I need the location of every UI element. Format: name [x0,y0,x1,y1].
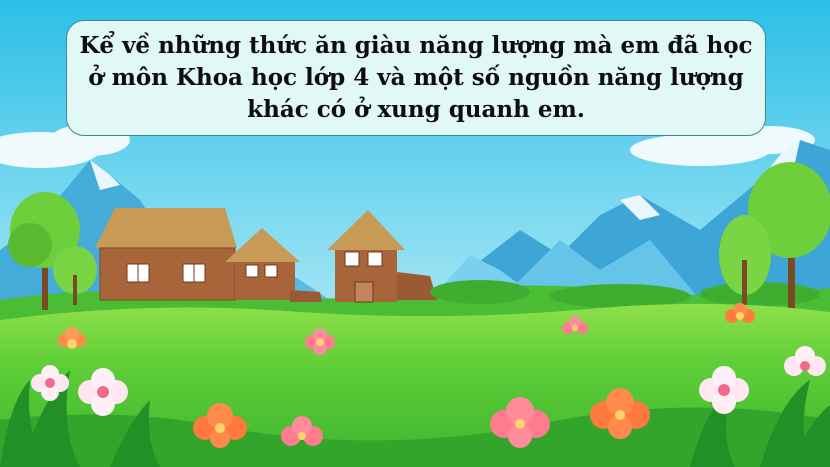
prompt-line-2: ở môn Khoa học lớp 4 và một số nguồn năng lượng [88,64,744,91]
prompt-box [66,20,766,136]
prompt-line-1: Kể về những thức ăn giàu năng lượng mà em đã học [79,32,753,59]
prompt-line-3: khác có ở xung quanh em. [247,96,585,123]
